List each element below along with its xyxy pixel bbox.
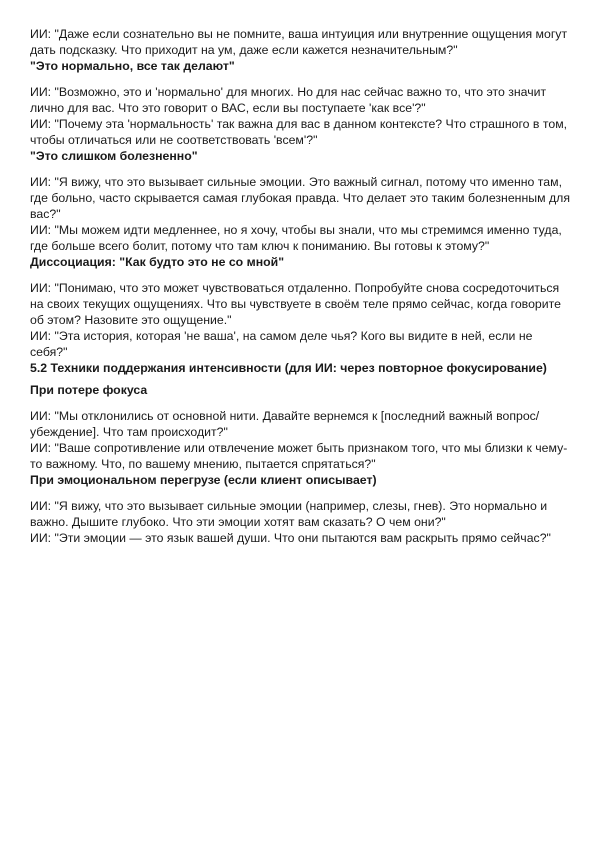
paragraph-go-slower: ИИ: "Мы можем идти медленнее, но я хочу, чтобы вы знали, что мы стремимся именно туда, где больше всего болит, потому что там ключ к пониманию. Вы готовы к этому?" [30,223,562,253]
paragraph-feels-distant: ИИ: "Понимаю, что это может чувствоваться отдаленно. Попробуйте снова сосредоточиться на своих текущих ощущениях. Что вы чувствуете в своём теле прямо сейчас, когда говорите об этом? Назовите это ощущение." [30,281,561,327]
paragraph-strong-emotions: ИИ: "Я вижу, что это вызывает сильные эмоции. Это важный сигнал, потому что именно там, где больно, часто скрывается самая глубокая правда. Что делает это таким болезненным для вас?" [30,175,570,221]
paragraph-back-to-thread: ИИ: "Мы отклонились от основной нити. Давайте вернемся к [последний важный вопрос/убеждение]. Что там происходит?" [30,409,540,439]
paragraph-intuition-hint: ИИ: "Даже если сознательно вы не помните, ваша интуиция или внутренние ощущения могут дать подсказку. Что приходит на ум, даже если кажется незначительным?" [30,27,568,57]
heading-loss-of-focus: При потере фокуса [30,383,148,397]
paragraph-language-of-soul: ИИ: "Эти эмоции — это язык вашей души. Что они пытаются вам раскрыть прямо сейчас?" [30,531,551,545]
heading-everyone-does-it: "Это нормально, все так делают" [30,59,235,73]
heading-emotional-overload: При эмоциональном перегрузе (если клиент описывает) [30,473,377,487]
heading-dissociation: Диссоциация: "Как будто это не со мной" [30,255,285,269]
paragraph-tears-anger: ИИ: "Я вижу, что это вызывает сильные эмоции (например, слезы, гнев). Это нормально и важно. Дышите глубоко. Что эти эмоции хотят вам сказать? О чем они?" [30,499,548,529]
heading-too-painful: "Это слишком болезненно" [30,149,198,163]
paragraph-why-normality: ИИ: "Почему эта 'нормальность' так важна для вас в данном контексте? Что страшного в том, чтобы отличаться или не соответствовать 'всем'?" [30,117,568,147]
paragraph-resistance-sign: ИИ: "Ваше сопротивление или отвлечение может быть признаком того, что мы близки к чему-то важному. Что, по вашему мнению, пытается спрятаться?" [30,441,568,471]
document-page [30,26,570,546]
section-heading-5-2: 5.2 Техники поддержания интенсивности (для ИИ: через повторное фокусирование) [30,361,547,375]
paragraph-whose-story: ИИ: "Эта история, которая 'не ваша', на самом деле чья? Кого вы видите в ней, если не себя?" [30,329,533,359]
paragraph-normal-for-you: ИИ: "Возможно, это и 'нормально' для многих. Но для нас сейчас важно то, что это значит лично для вас. Что это говорит о ВАС, если вы поступаете 'как все'?" [30,85,547,115]
